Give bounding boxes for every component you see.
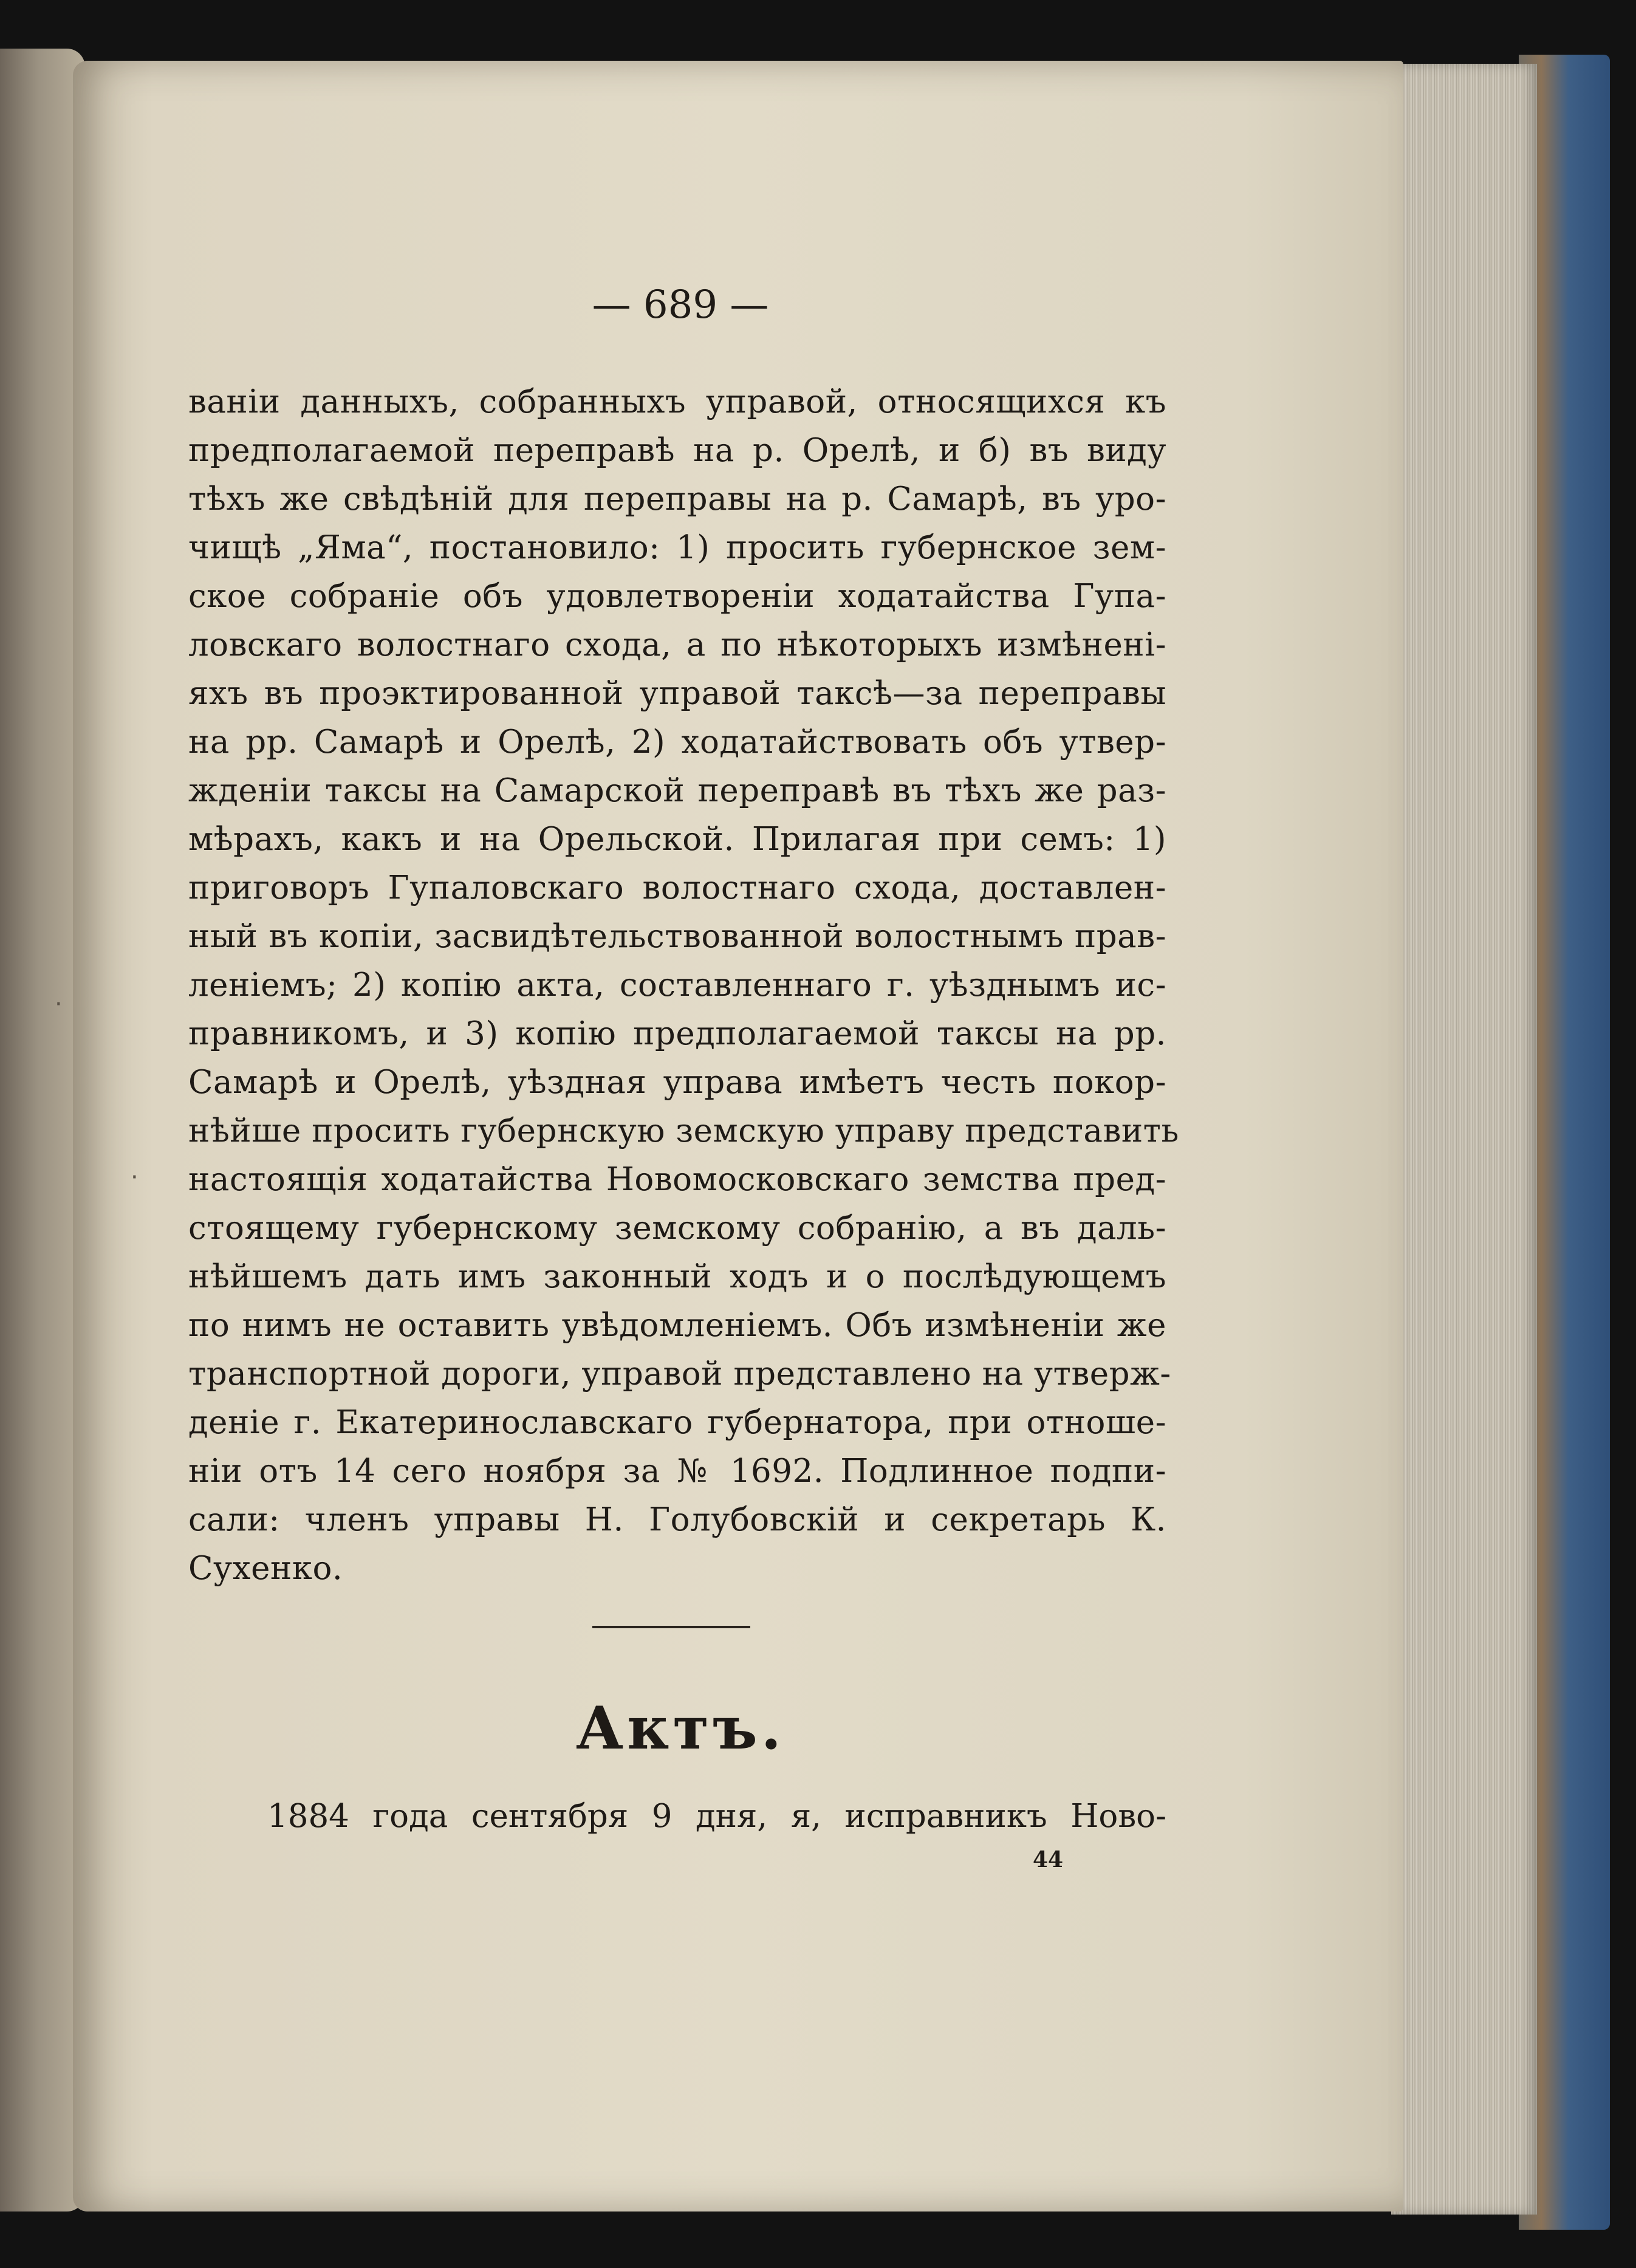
margin-dot: · [131, 1163, 139, 1191]
text-line: стоящему губернскому земскому собранію, а въ даль- [188, 1210, 1166, 1247]
text-line: Сухенко. [188, 1550, 343, 1587]
text-line: транспортной дороги, управой представлено на утверж- [188, 1355, 1171, 1393]
text-line: ское собраніе объ удовлетвореніи ходатайства Гупа- [188, 578, 1166, 615]
text-line: приговоръ Гупаловскаго волостнаго схода, доставлен- [188, 869, 1166, 906]
signature-mark: 44 [1033, 1847, 1064, 1872]
text-line: на рр. Самарѣ и Орелѣ, 2) ходатайствовать объ утвер- [188, 724, 1166, 761]
text-line: леніемъ; 2) копію акта, составленнаго г. уѣзднымъ ис- [188, 967, 1166, 1004]
text-line: нѣйше просить губернскую земскую управу представить [188, 1112, 1179, 1149]
margin-dot: · [55, 990, 63, 1018]
text-line: сали: членъ управы Н. Голубовскій и секретарь К. [188, 1501, 1166, 1538]
text-line: 1884 года сентября 9 дня, я, исправникъ Ново- [267, 1798, 1166, 1835]
previous-page-edge [0, 49, 85, 2211]
text-line: мѣрахъ, какъ и на Орельской. Прилагая при семъ: 1) [188, 821, 1166, 858]
text-line: тѣхъ же свѣдѣній для переправы на р. Самарѣ, въ уро- [188, 481, 1166, 518]
section-heading: Актъ. [575, 1694, 785, 1763]
text-line: настоящія ходатайства Новомосковскаго земства пред- [188, 1161, 1166, 1198]
text-line: яхъ въ проэктированной управой таксѣ—за переправы [188, 675, 1166, 712]
text-line: предполагаемой переправѣ на р. Орелѣ, и б) въ виду [188, 432, 1166, 469]
text-line: по нимъ не оставить увѣдомленіемъ. Объ измѣненіи же [188, 1307, 1166, 1344]
text-line: ваніи данныхъ, собранныхъ управой, относящихся къ [188, 383, 1166, 420]
text-line: правникомъ, и 3) копію предполагаемой таксы на рр. [188, 1015, 1166, 1052]
text-line: ный въ копіи, засвидѣтельствованной волостнымъ прав- [188, 918, 1166, 955]
text-line: деніе г. Екатеринославскаго губернатора, при отноше- [188, 1404, 1166, 1441]
text-line: ніи отъ 14 сего ноября за № 1692. Подлинное подпи- [188, 1453, 1166, 1490]
section-divider [592, 1626, 750, 1628]
text-line: жденіи таксы на Самарской переправѣ въ тѣхъ же раз- [188, 772, 1166, 809]
page-number: — 689 — [592, 283, 769, 327]
text-line: ловскаго волостнаго схода, а по нѣкоторыхъ измѣненi- [188, 626, 1166, 663]
page-stack-edge [1391, 64, 1537, 2215]
text-line: Самарѣ и Орелѣ, уѣздная управа имѣетъ честь покор- [188, 1064, 1166, 1101]
text-line: нѣйшемъ дать имъ законный ходъ и о послѣдующемъ [188, 1258, 1166, 1295]
text-line: чищѣ „Яма“, постановило: 1) просить губернское зем- [188, 529, 1166, 566]
